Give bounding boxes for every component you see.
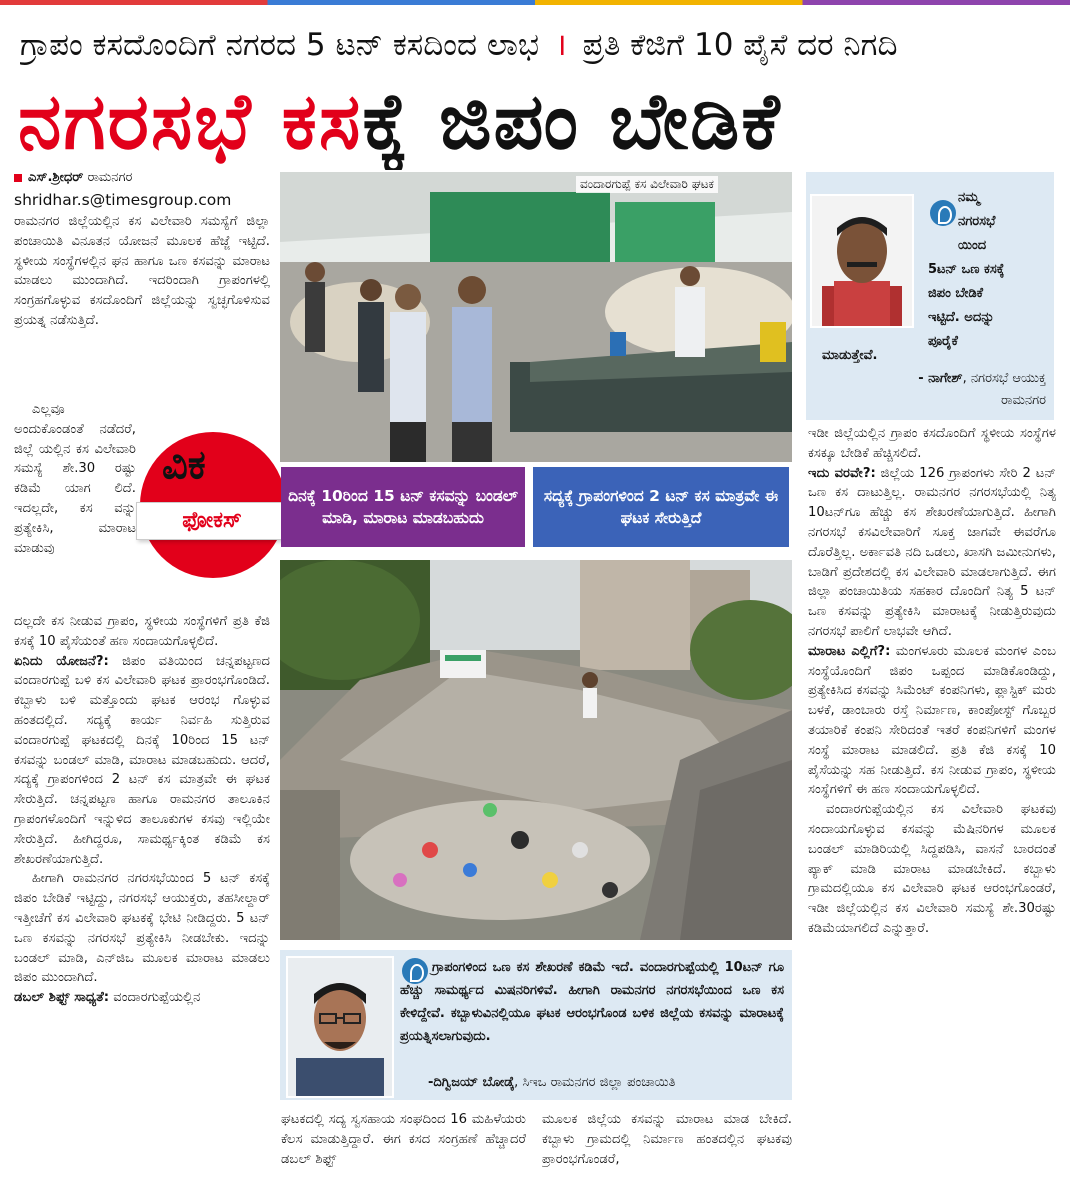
photo-waste-facility <box>280 172 792 462</box>
commissioner-photo <box>810 194 914 328</box>
photo-garbage-dump <box>280 560 792 940</box>
quote1-line-3: ಯಿಂದ <box>958 238 987 253</box>
byline <box>14 168 270 188</box>
quote1-text <box>928 186 1048 354</box>
photo-garbage-dump-illustration <box>280 560 792 940</box>
bottom-column-right: ಮೂಲಕ ಜಿಲ್ಲೆಯ ಕಸವನ್ನು ಮಾರಾಟ ಮಾಡ ಬೇಕಿದೆ. ಕಬ್ಬಾಳು ಗ್ರಾಮದಲ್ಲಿ ನಿರ್ಮಾಣ ಹಂತದಲ್ಲಿನ ಘಟಕವು ಪ್ರಾರಂಭಗೊಂಡರೆ, <box>542 1112 792 1167</box>
quote1-last-line: ಮಾಡುತ್ತೇವೆ. <box>822 348 878 363</box>
byline-email: shridhar.s@timesgroup.com <box>14 191 232 209</box>
vk-badge-tag: ಫೋಕಸ್ <box>136 502 288 540</box>
quote1-line-1: ನಮ್ಮ <box>958 190 980 205</box>
quote1-title: , ನಗರಸಭೆ ಆಯುಕ್ತ <box>962 371 1046 386</box>
col1-para-5: ವಂದಾರಗುಪ್ಪೆಯಲ್ಲಿನ <box>113 990 201 1006</box>
kicker-left: ಗ್ರಾಪಂ ಕಸದೊಂದಿಗೆ ನಗರದ 5 ಟನ್ ಕಸದಿಂದ ಲಾಭ <box>20 27 540 63</box>
article-column-1-top <box>14 168 270 428</box>
bullet-square-icon <box>14 174 22 182</box>
quote1-line-6: ಇಟ್ಟಿದೆ. ಅದನ್ನು <box>928 310 995 325</box>
article-column-1-bottom <box>14 612 270 1188</box>
quote1-line-7: ಪೂರೈಕೆ <box>928 334 958 349</box>
col1-para-3: ಜಿಪಂ ವತಿಯಿಂದ ಚನ್ನಪಟ್ಟಣದ ವಂದಾರಗುಪ್ಪೆ ಬಳಿ ಕಸ ವಿಲೇವಾರಿ ಘಟಕ ಪ್ರಾರಂಭಗೊಂಡಿದೆ. ಕಬ್ಬಾಳು ಬಳಿ ಮತ್ತೊಂದು ಘಟಕ ಆರಂಭ ಗೊಳ್ಳುವ ಹಂತದಲ್ಲಿದೆ. ಸದ್ಯಕ್ಕೆ ಕಾರ್ಯ ನಿರ್ವಹಿ ಸುತ್ತಿರುವ ವಂದಾರಗುಪ್ಪೆ ಘಟಕದಲ್ಲಿ ದಿನಕ್ಕೆ 10ರಿಂದ 15 ಟನ್ ಕಸವನ್ನು ಬಂಡಲ್ ಮಾಡಿ, ಮಾರಾಟ ಮಾಡಬಹುದು. ಆದರೆ, ಸದ್ಯಕ್ಕೆ ಗ್ರಾಪಂಗಳಿಂದ 2 ಟನ್ ಕಸ ಮಾತ್ರವೇ ಈ ಘಟಕ ಸೇರುತ್ತಿದೆ. ಚನ್ನಪಟ್ಟಣ ಹಾಗೂ ರಾಮನಗರ ತಾಲೂಕಿನ ಗ್ರಾಪಂಗಳೊಂದಿಗೆ ಇನ್ನುಳಿದ ತಾಲೂಕುಗಳ ಕಸವು ಇಲ್ಲಿಯೇ ಸೇರುತ್ತಿದೆ. ಹೀಗಿದ್ದರೂ, ಸಾಮರ್ಥ್ಯಕ್ಕಿಂತ ಕಡಿಮೆ ಕಸ ಶೇಖರಣೆಯಾಗುತ್ತಿದೆ. <box>14 653 270 867</box>
col4-para-3: ಮಂಗಳೂರು ಮೂಲಕ ಮಂಗಳ ಎಂಬ ಸಂಸ್ಥೆಯೊಂದಿಗೆ ಜಿಪಂ ಒಪ್ಪಂದ ಮಾಡಿಕೊಂಡಿದ್ದು, ಪ್ರತ್ಯೇಕಿಸಿದ ಕಸವನ್ನು ಸಿಮೆಂಟ್ ಕಂಪನಿಗಳು, ಪ್ಲಾಸ್ಟಿಕ್ ಮರು ಬಳಕೆ, ಡಾಂಬಾರು ರಸ್ತೆ ನಿರ್ಮಾಣ, ಕಾಂಪೋಸ್ಟ್ ಗೊಬ್ಬರ ತಯಾರಿಕೆ ಕಂಪನಿ ಸೇರಿದಂತೆ ಇತರೆ ಕಂಪನಿಗಳಿಗೆ ಮಂಗಳ ಸಂಸ್ಥೆ ಮಾರಾಟ ಮಾಡಲಿದೆ. ಪ್ರತಿ ಕೆಜಿ ಕಸಕ್ಕೆ 10 ಪೈಸೆಯನ್ನು ಸಹ ನೀಡುತ್ತಿದೆ. ಕಸ ನೀಡುವ ಗ್ರಾಪಂ, ಸ್ಥಳೀಯ ಸಂಸ್ಥೆಗಳಿಗೆ ಈ ಹಣ ಸಂದಾಯಗೊಳ್ಳಲಿದೆ. <box>808 643 1056 798</box>
bottom-column-left: ಘಟಕದಲ್ಲಿ ಸದ್ಯ ಸ್ವಸಹಾಯ ಸಂಘದಿಂದ 16 ಮಹಿಳೆಯರು ಕೆಲಸ ಮಾಡುತ್ತಿದ್ದಾರೆ. ಈಗ ಕಸದ ಸಂಗ್ರಹಣೆ ಹೆಚ್ಚಾದರೆ ಡಬಲ್ ಶಿಫ್ಟ್ <box>281 1112 526 1167</box>
photo1-caption: ವಂದಾರಗುಪ್ಪೆ ಕಸ ವಿಲೇವಾರಿ ಘಟಕ <box>576 176 718 193</box>
col4-subhead-3: ಮಾರಾಟ ಎಲ್ಲಿಗೆ?: <box>808 643 891 659</box>
headline-black: ಕ್ಕೆ ಜಿಪಂ ಬೇಡಿಕೆ <box>362 77 782 167</box>
col1-para-4: ಹೀಗಾಗಿ ರಾಮನಗರ ನಗರಸಭೆಯಿಂದ 5 ಟನ್ ಕಸಕ್ಕೆ ಜಿಪಂ ಬೇಡಿಕೆ ಇಟ್ಟಿದ್ದು, ನಗರಸಭೆ ಆಯುಕ್ತರು, ತಹಸೀಲ್ದಾರ್ ಇತ್ತೀಚೆಗೆ ಕಸ ವಿಲೇವಾರಿ ಘಟಕಕ್ಕೆ ಭೇಟಿ ನೀಡಿದ್ದರು. 5 ಟನ್ ಒಣ ಕಸವನ್ನು ನಗರಸಭೆ ಪ್ರತ್ಯೇಕಿಸಿ ನೀಡಬೇಕು. ಇದನ್ನು ಬಂಡಲ್ ಮಾಡಿ, ಎನ್‌ಜಿಒ ಮೂಲಕ ಮಾರಾಟ ಮಾಡಲು ಜಿಪಂ ಮುಂದಾಗಿದೆ. <box>14 871 270 986</box>
col1-subhead-3: ಏನಿದು ಯೋಜನೆ?: <box>14 653 109 669</box>
quote1-line-2: ನಗರಸಭೆ <box>958 214 996 229</box>
article-column-4 <box>808 424 1056 1188</box>
col4-subhead-2: ಇದು ವರವೇ?: <box>808 465 876 481</box>
banner-capacity: ದಿನಕ್ಕೆ 10ರಿಂದ 15 ಟನ್ ಕಸವನ್ನು ಬಂಡಲ್ ಮಾಡಿ, ಮಾರಾಟ ಮಾಡಬಹುದು <box>281 467 525 547</box>
ceo-photo <box>286 956 394 1098</box>
byline-name: ಎಸ್.ಶ್ರೀಧರ್ <box>28 170 84 185</box>
col4-para-1: ಇಡೀ ಜಿಲ್ಲೆಯಲ್ಲಿನ ಗ್ರಾಪಂ ಕಸದೊಂದಿಗೆ ಸ್ಥಳೀಯ ಸಂಸ್ಥೆಗಳ ಕಸಕ್ಕೂ ಬೇಡಿಕೆ ಹೆಚ್ಚಿಸಲಿದೆ. <box>808 426 1056 461</box>
quote2-title: , ಸಿಇಒ ರಾಮನಗರ ಜಿಲ್ಲಾ ಪಂಚಾಯಿತಿ <box>514 1075 676 1090</box>
quote-mark-icon <box>930 200 956 226</box>
photo-waste-facility-illustration <box>280 172 792 462</box>
quote-box-ceo <box>280 950 792 1100</box>
quote2-body: ಗ್ರಾಪಂಗಳಿಂದ ಒಣ ಕಸ ಶೇಖರಣೆ ಕಡಿಮೆ ಇದೆ. ವಂದಾರಗುಪ್ಪೆಯಲ್ಲಿ 10ಟನ್ ಗೂ ಹೆಚ್ಚು ಸಾಮರ್ಥ್ಯದ ಮಿಷನರಿಗಳಿವೆ. ಹೀಗಾಗಿ ರಾಮನಗರ ನಗರಸಭೆಯಿಂದ ಒಣ ಕಸ ಕೇಳಿದ್ದೇವೆ. ಕಬ್ಬಾಳುವಿನಲ್ಲಿಯೂ ಘಟಕ ಆರಂಭಗೊಂಡ ಬಳಿಕ ಜಿಲ್ಲೆಯ ಕಸವನ್ನು ಮಾರಾಟಕ್ಕೆ ಪ್ರಯತ್ನಿಸಲಾಗುವುದು. <box>400 960 784 1044</box>
headline <box>18 74 1058 170</box>
quote1-line-4: 5ಟನ್ ಒಣ ಕಸಕ್ಕೆ <box>928 262 1005 277</box>
quote-box-commissioner <box>806 172 1054 420</box>
kicker-right: ಪ್ರತಿ ಕೆಜಿಗೆ 10 ಪೈಸೆ ದರ ನಿಗದಿ <box>582 27 898 63</box>
col1-subhead-5: ಡಬಲ್ ಶಿಫ್ಟ್ ಸಾಧ್ಯತೆ: <box>14 990 110 1006</box>
col1-para-1: ರಾಮನಗರ ಜಿಲ್ಲೆಯಲ್ಲಿನ ಕಸ ವಿಲೇವಾರಿ ಸಮಸ್ಯೆಗೆ ಜಿಲ್ಲಾ ಪಂಚಾಯಿತಿ ವಿನೂತನ ಯೋಜನೆ ಮೂಲಕ ಹೆಜ್ಜೆ ಇಟ್ಟಿದೆ. ಸ್ಥಳೀಯ ಸಂಸ್ಥೆಗಳಲ್ಲಿನ ಘನ ಹಾಗೂ ಒಣ ಕಸವನ್ನು ಮಾರಾಟ ಮಾಡಲು ಮುಂದಾಗಿದೆ. ಇದರಿಂದಾಗಿ ಗ್ರಾಪಂಗಳಲ್ಲಿ ಸಂಗ್ರಹಗೊಳ್ಳುವ ಕಸದೊಂದಿಗೆ ಜಿಲ್ಲೆಯನ್ನು ಸ್ವಚ್ಛಗೊಳಿಸುವ ಪ್ರಯತ್ನ ನಡೆಸುತ್ತಿದೆ. <box>14 214 270 328</box>
col4-para-2: ಜಿಲ್ಲೆಯ 126 ಗ್ರಾಪಂಗಳು ಸೇರಿ 2 ಟನ್ ಒಣ ಕಸ ದಾಟುತ್ತಿಲ್ಲ. ರಾಮನಗರ ನಗರಸಭೆಯಲ್ಲಿ ನಿತ್ಯ 10ಟನ್‌ಗೂ ಹೆಚ್ಚು ಕಸ ಶೇಖರಣೆಯಾಗುತ್ತಿದೆ. ಹೀಗಾಗಿ ನಗರಸಭೆ ಕಸವಿಲೇವಾರಿಗೆ ಸೂಕ್ತ ಜಾಗವೇ ಈವರೆಗೂ ದೊರೆತ್ತಿಲ್ಲ. ಅರ್ಕಾವತಿ ನದಿ ಒಡಲು, ಖಾಸಗಿ ಜಮೀನುಗಳು, ಬಾಡಿಗೆ ಪ್ರದೇಶದಲ್ಲಿ ಕಸ ವಿಲೇವಾರಿ ಮಾಡಲಾಗುತ್ತಿದೆ. ಈಗ ಜಿಲ್ಲಾ ಪಂಚಾಯಿತಿಯ ಸಹಕಾರ ದೊಂದಿಗೆ ನಿತ್ಯ 5 ಟನ್ ಒಣ ಕಸವನ್ನು ಪ್ರತ್ಯೇಕಿಸಿ ಮಾರಾಟಕ್ಕೆ ನೀಡುತ್ತಿರುವುದು ನಗರಸಭೆ ಪಾಲಿಗೆ ಲಾಭವೇ ಆಗಿದೆ. <box>808 465 1056 639</box>
color-strip <box>0 0 1070 5</box>
vk-badge-text: ವಿಕ <box>162 442 206 488</box>
headline-red: ನಗರಸಭೆ ಕಸ <box>18 77 363 167</box>
article-column-1-narrow <box>14 400 136 600</box>
vk-focus-badge <box>140 432 286 578</box>
commissioner-portrait-illustration <box>812 196 912 326</box>
kicker-separator: । <box>554 27 567 63</box>
quote1-place: ರಾಮನಗರ <box>1001 393 1046 408</box>
quote2-text <box>400 956 784 1048</box>
ceo-portrait-illustration <box>288 958 392 1096</box>
col1-para-2a: ಎಲ್ಲವೂ ಅಂದುಕೊಂಡಂತೆ ನಡೆದರೆ, ಜಿಲ್ಲೆ ಯಲ್ಲಿನ ಕಸ ವಿಲೇವಾರಿ ಸಮಸ್ಯೆ ಶೇ.30 ರಷ್ಟು ಕಡಿಮೆ ಯಾಗ ಲಿದೆ. ಇದಲ್ಲದೇ, ಕಸ ವನ್ನು ಪ್ರತ್ಯೇಕಿಸಿ, ಮಾರಾಟ ಮಾಡುವು <box>14 402 136 556</box>
quote1-line-5: ಜಿಪಂ ಬೇಡಿಕೆ <box>928 286 984 301</box>
quote2-name: -ದಿಗ್ವಿಜಯ್ ಬೋಡ್ಕೆ <box>428 1075 515 1090</box>
quote1-attribution <box>816 368 1046 412</box>
col4-para-4: ವಂದಾರಗುಪ್ಪೆಯಲ್ಲಿನ ಕಸ ವಿಲೇವಾರಿ ಘಟಕವು ಸಂದಾಯಗೊಳ್ಳುವ ಕಸವನ್ನು ಮೆಷಿನರಿಗಳ ಮೂಲಕ ಬಂಡಲ್ ಮಾಡಿರಿಯಲ್ಲಿ ಸಿದ್ದಪಡಿಸಿ, ವಾಸನೆ ಬಾರದಂತೆ ಪ್ಯಾಕ್ ಮಾಡಿ ಮಾರಾಟ ಮಾಡಬೇಕಿದೆ. ಕಬ್ಬಾಳು ಗ್ರಾಮದಲ್ಲಿಯೂ ಕಸ ವಿಲೇವಾರಿ ಘಟಕ ಆರಂಭಗೊಂಡರೆ, ಇಡೀ ಜಿಲ್ಲೆಯಲ್ಲಿನ ಕಸ ವಿಲೇವಾರಿ ಸಮಸ್ಯೆ ಶೇ.30ರಷ್ಟು ಕಡಿಮೆಯಾಗಲಿದೆ ಎನ್ನುತ್ತಾರೆ. <box>808 802 1056 936</box>
col1-para-2b: ದಲ್ಲದೇ ಕಸ ನೀಡುವ ಗ್ರಾಪಂ, ಸ್ಥಳೀಯ ಸಂಸ್ಥೆಗಳಿಗೆ ಪ್ರತಿ ಕೆಜಿ ಕಸಕ್ಕೆ 10 ಪೈಸೆಯಂತೆ ಹಣ ಸಂದಾಯಗೊಳ್ಳಲಿದೆ. <box>14 614 270 649</box>
banner-current-intake: ಸದ್ಯಕ್ಕೆ ಗ್ರಾಪಂಗಳಿಂದ 2 ಟನ್ ಕಸ ಮಾತ್ರವೇ ಈ ಘಟಕ ಸೇರುತ್ತಿದೆ <box>533 467 789 547</box>
quote2-attribution <box>428 1072 788 1094</box>
byline-place: ರಾಮನಗರ <box>87 170 133 185</box>
quote1-name: - ನಾಗೇಶ್ <box>918 371 963 386</box>
kicker <box>20 22 1060 68</box>
